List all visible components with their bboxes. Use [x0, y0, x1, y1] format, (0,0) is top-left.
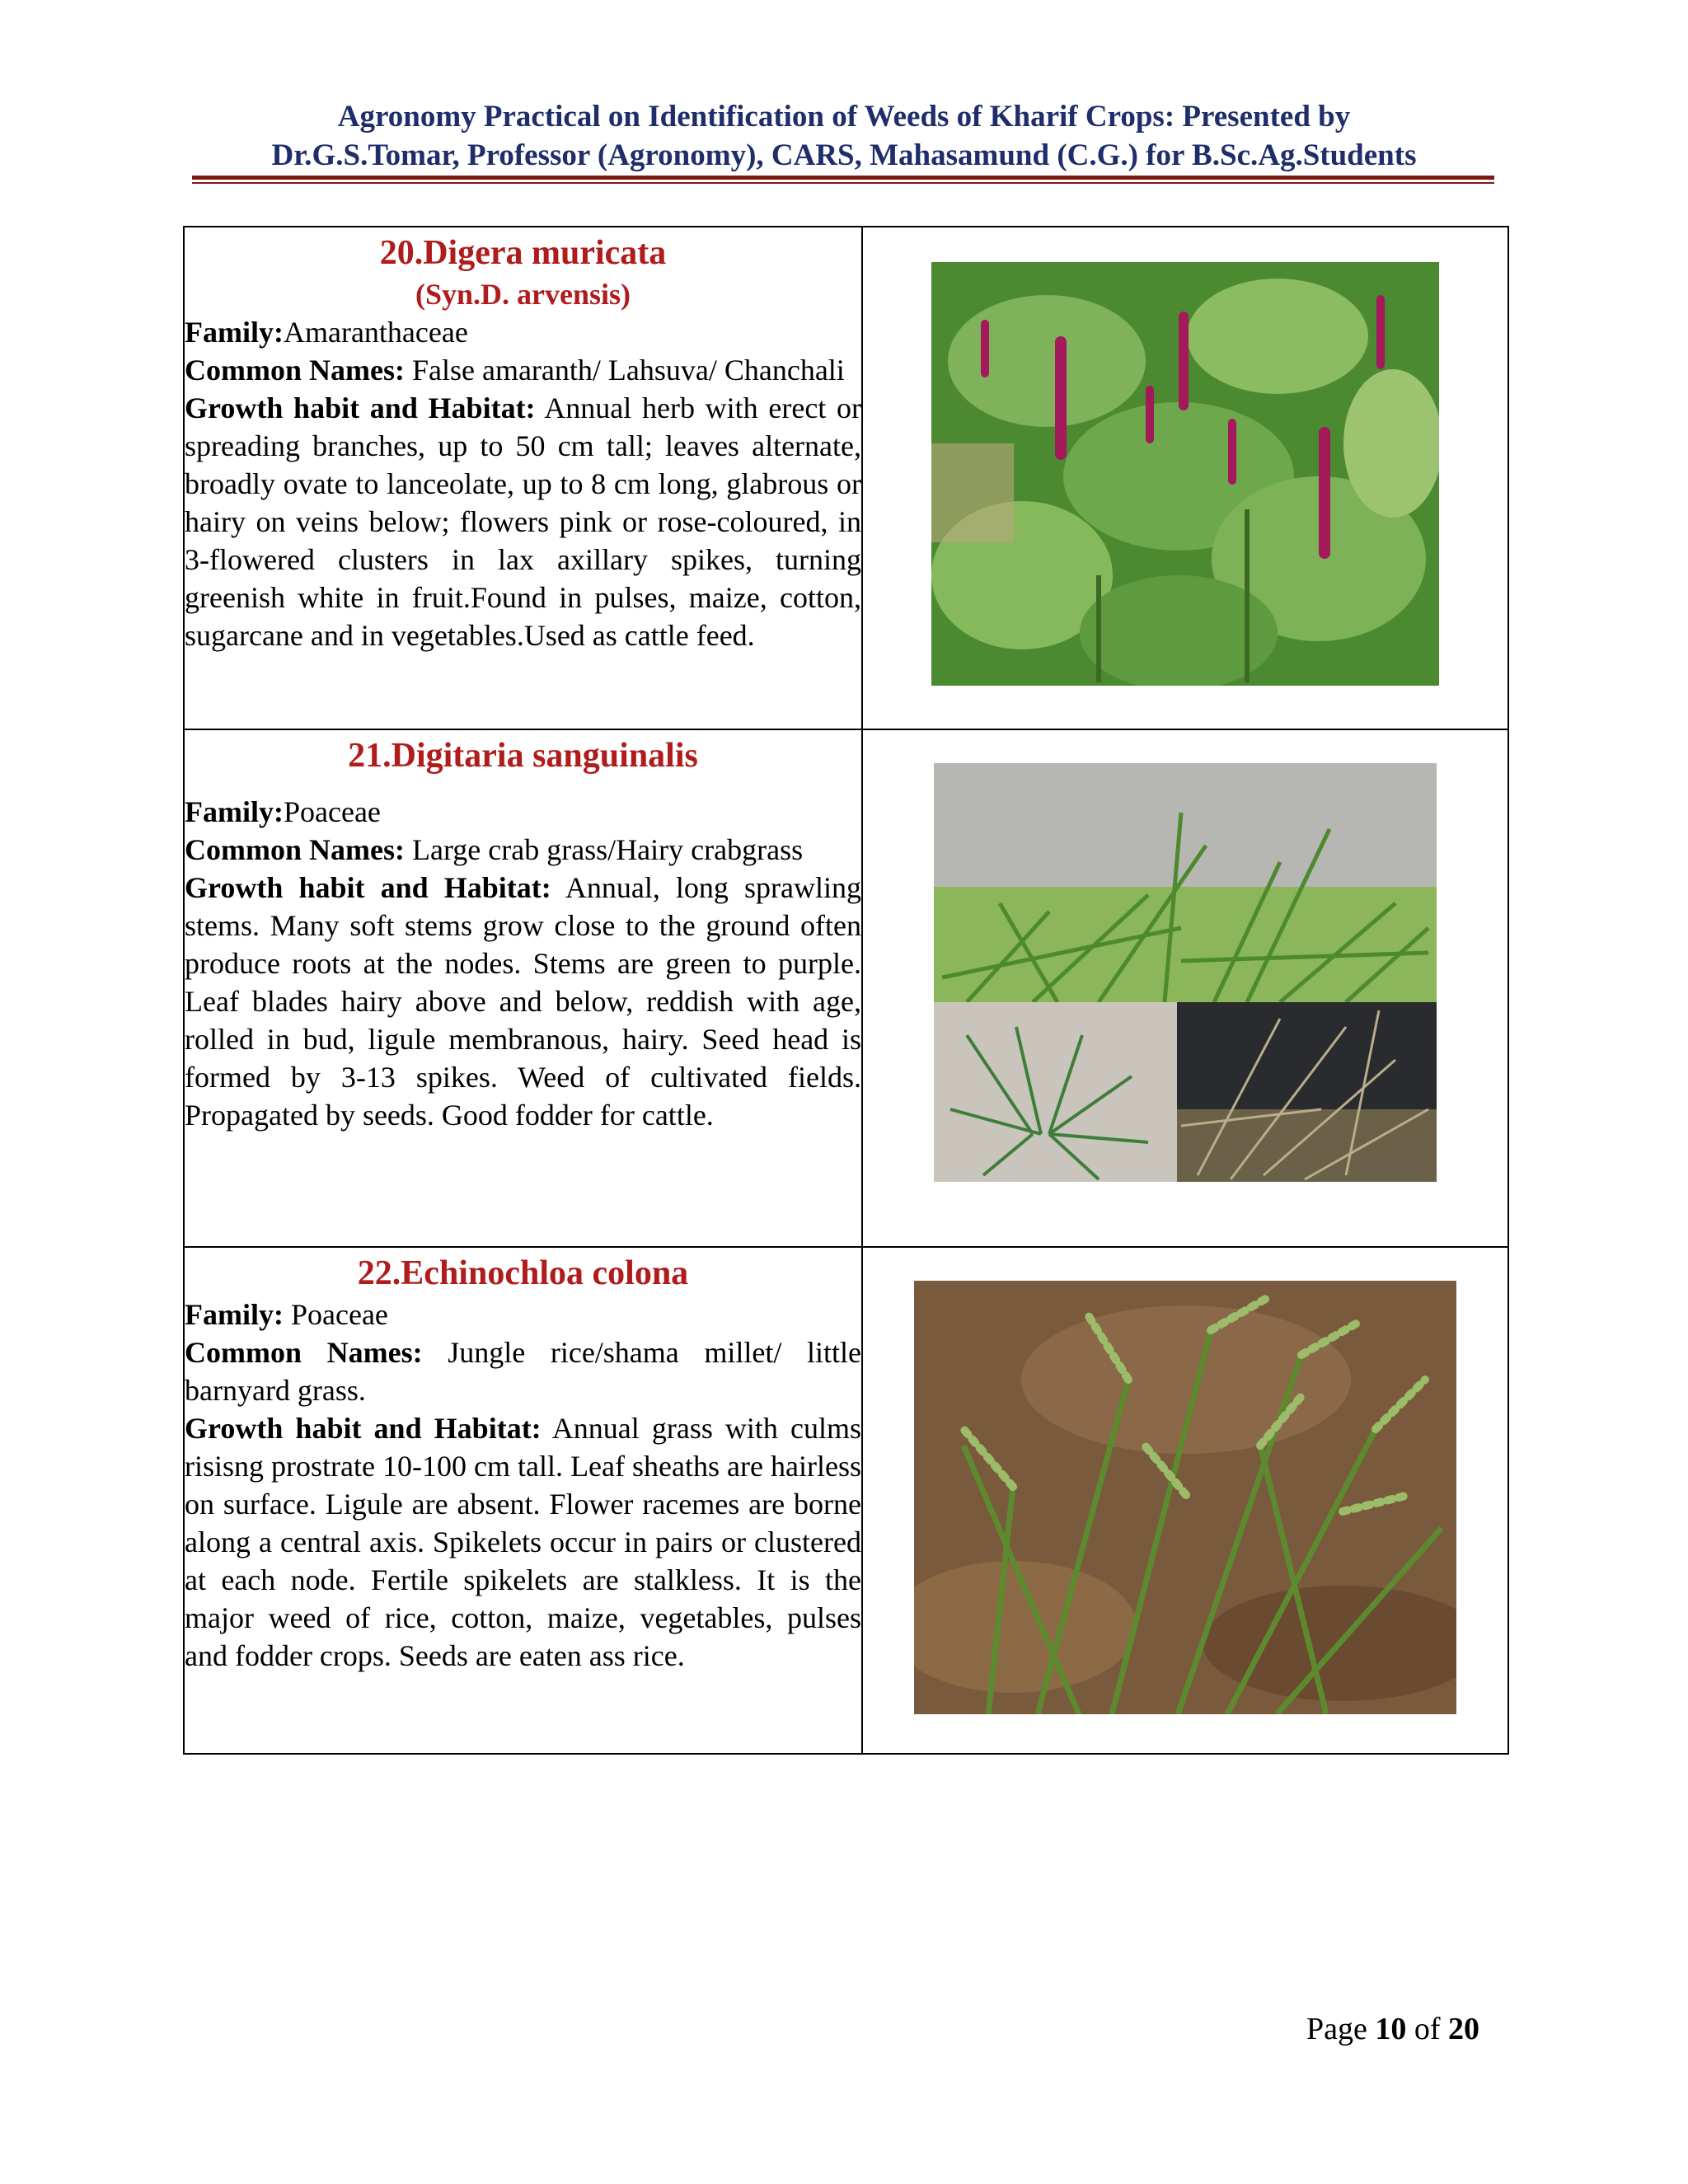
family-label: Family: — [185, 316, 284, 349]
page-total: 20 — [1448, 2012, 1480, 2046]
habitat-label: Growth habit and Habitat: — [185, 871, 551, 904]
common-names-label: Common Names: — [185, 354, 405, 387]
habitat-value: Annual grass with culms risisng prostrate 10-100 cm tall. Leaf sheaths are hairless on surface. Ligule are absent. Flower racemes are borne along a central axis. Spikelets occur in pairs or clustered at each node. Fertile spikelets are stalkless. It is the major weed of rice, cotton, maize, vegetables, pulses and fodder crops. Seeds are eaten ass rice. — [185, 1412, 862, 1672]
weed-habitat — [185, 869, 861, 1134]
header-rule-thin — [192, 182, 1494, 184]
habitat-value: Annual herb with erect or spreading branches, up to 50 cm tall; leaves alternate, broadly ovate to lanceolate, up to 8 cm long, glabrous or hairy on veins below; flowers pink or rose-coloured, in 3-flowered clusters in lax axillary spikes, turning greenish white in fruit.Found in pulses, maize, cotton, sugarcane and in vegetables.Used as cattle feed. — [185, 391, 861, 652]
common-names-value: Jungle rice/shama millet/ little barnyard grass. — [185, 1336, 862, 1407]
digitaria-sanguinalis-photo — [934, 763, 1437, 1182]
digera-muricata-photo — [931, 262, 1439, 686]
family-value: Amaranthaceae — [283, 316, 468, 349]
family-value: Poaceae — [283, 795, 381, 828]
weed-common-names — [185, 1333, 861, 1409]
weed-photo-cell — [862, 1247, 1508, 1754]
weed-synonym: (Syn.D. arvensis) — [415, 278, 631, 311]
habitat-label: Growth habit and Habitat: — [185, 1412, 542, 1445]
header-rule-thick — [192, 176, 1494, 180]
weed-name: 22.Echinochloa colona — [357, 1254, 689, 1292]
spacer — [185, 778, 861, 793]
weed-family — [185, 313, 861, 351]
habitat-value: Annual, long sprawling stems. Many soft stems grow close to the ground often produce roots at the nodes. Stems are green to purple. Leaf blades hairy above and below, reddish with age, rolled in bud, ligule membranous, hairy. Seed head is formed by 3-13 spikes. Weed of cultivated fields. Propagated by seeds. Good fodder for cattle. — [185, 871, 862, 1132]
weed-row — [184, 729, 1508, 1247]
page-current: 10 — [1375, 2012, 1407, 2046]
weed-habitat — [185, 389, 861, 654]
weed-name: 21.Digitaria sanguinalis — [348, 737, 698, 775]
common-names-label: Common Names: — [185, 833, 405, 866]
common-names-label: Common Names: — [185, 1336, 423, 1369]
common-names-value: Large crab grass/Hairy crabgrass — [411, 833, 804, 866]
weed-description-cell — [184, 729, 862, 1247]
weed-photo-cell — [862, 227, 1508, 729]
weed-family — [185, 793, 861, 831]
page-number — [1306, 2011, 1479, 2047]
weed-common-names — [185, 831, 861, 869]
page-word: Page — [1306, 2012, 1367, 2046]
of-word: of — [1414, 2012, 1441, 2046]
header-line-1: Agronomy Practical on Identification of Weeds of Kharif Crops: Presented by — [337, 100, 1351, 134]
weed-description-cell — [184, 1247, 862, 1754]
family-label: Family: — [185, 795, 284, 828]
habitat-label: Growth habit and Habitat: — [185, 391, 536, 424]
weed-description-cell — [184, 227, 862, 729]
weed-row — [184, 227, 1508, 729]
weed-common-names — [185, 351, 861, 389]
weed-habitat — [185, 1409, 861, 1675]
page-header — [0, 97, 1688, 175]
weed-family — [185, 1296, 861, 1333]
common-names-value: False amaranth/ Lahsuva/ Chanchali — [411, 354, 845, 387]
family-value: Poaceae — [290, 1298, 388, 1331]
family-label: Family: — [185, 1298, 284, 1331]
echinochloa-colona-photo — [914, 1281, 1456, 1714]
weeds-table — [183, 226, 1509, 1755]
weed-row — [184, 1247, 1508, 1754]
header-line-2: Dr.G.S.Tomar, Professor (Agronomy), CARS, Mahasamund (C.G.) for B.Sc.Ag.Students — [271, 138, 1417, 172]
weed-name: 20.Digera muricata — [379, 234, 667, 272]
weed-photo-cell — [862, 729, 1508, 1247]
